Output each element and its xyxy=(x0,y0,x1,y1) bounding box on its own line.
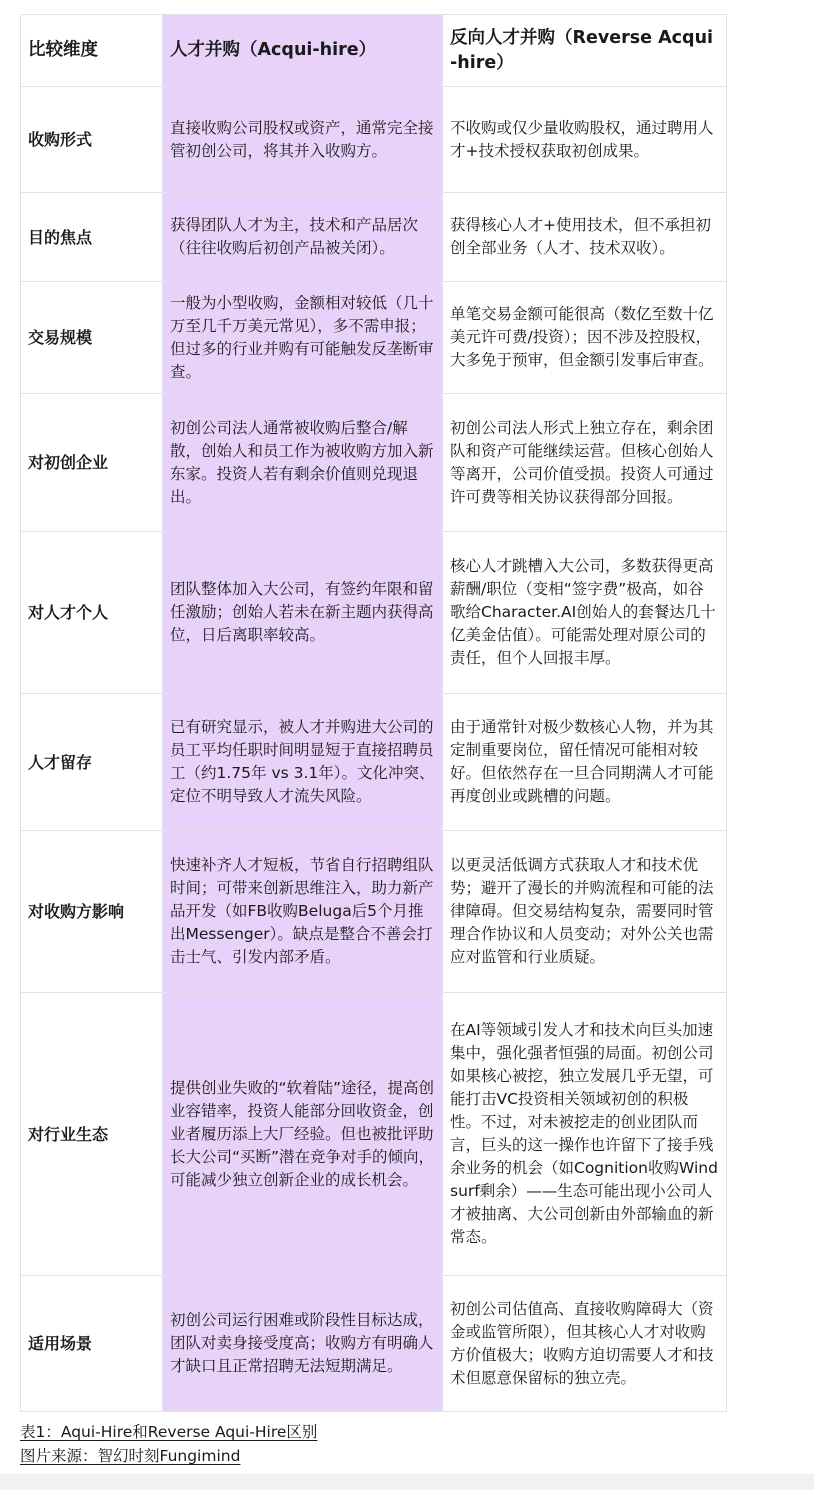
row-reverse-cell: 获得核心人才+使用技术，但不承担初创全部业务（人才、技术双收）。 xyxy=(443,193,727,282)
row-reverse-cell: 由于通常针对极少数核心人物，并为其定制重要岗位，留任情况可能相对较好。但依然存在一旦合同期满人才可能再度创业或跳槽的问题。 xyxy=(443,694,727,831)
table-row xyxy=(21,282,727,394)
row-acqui-hire-cell: 已有研究显示，被人才并购进大公司的员工平均任职时间明显短于直接招聘员工（约1.75年 vs 3.1年）。文化冲突、定位不明导致人才流失风险。 xyxy=(163,694,443,831)
row-reverse-cell: 以更灵活低调方式获取人才和技术优势；避开了漫长的并购流程和可能的法律障碍。但交易结构复杂，需要同时管理合作协议和人员变动；对外公关也需应对监管和行业质疑。 xyxy=(443,831,727,993)
row-dimension: 对行业生态 xyxy=(21,993,163,1276)
table-row xyxy=(21,694,727,831)
row-acqui-hire-cell: 一般为小型收购，金额相对较低（几十万至几千万美元常见），多不需申报；但过多的行业并购有可能触发反垄断审查。 xyxy=(163,282,443,394)
row-dimension: 交易规模 xyxy=(21,282,163,394)
table-caption xyxy=(20,1420,317,1468)
table-header-row xyxy=(21,15,727,87)
row-dimension: 目的焦点 xyxy=(21,193,163,282)
caption-source-link[interactable]: 图片来源：智幻时刻Fungimind xyxy=(20,1447,241,1465)
row-reverse-cell: 在AI等领域引发人才和技术向巨头加速集中，强化强者恒强的局面。初创公司如果核心被挖，独立发展几乎无望，可能打击VC投资相关领域初创的积极性。不过，对未被挖走的创业团队而言，巨头的这一操作也许留下了接手残余业务的机会（如Cognition收购Windsurf剩余）——生态可能出现小公司人才被抽离、大公司创新由外部输血的新常态。 xyxy=(443,993,727,1276)
table-row xyxy=(21,394,727,532)
row-acqui-hire-cell: 获得团队人才为主，技术和产品居次（往往收购后初创产品被关闭）。 xyxy=(163,193,443,282)
table-row xyxy=(21,532,727,694)
row-dimension: 对收购方影响 xyxy=(21,831,163,993)
row-dimension: 人才留存 xyxy=(21,694,163,831)
row-reverse-cell: 核心人才跳槽入大公司，多数获得更高薪酬/职位（变相“签字费”极高，如谷歌给Character.AI创始人的套餐达几十亿美金估值）。可能需处理对原公司的责任，但个人回报丰厚。 xyxy=(443,532,727,694)
row-reverse-cell: 单笔交易金额可能很高（数亿至数十亿美元许可费/投资）；因不涉及控股权，大多免于预审，但金额引发事后审查。 xyxy=(443,282,727,394)
caption-title-link[interactable]: 表1：Aqui-Hire和Reverse Aqui-Hire区别 xyxy=(20,1423,318,1441)
row-acqui-hire-cell: 初创公司法人通常被收购后整合/解散，创始人和员工作为被收购方加入新东家。投资人若有剩余价值则兑现退出。 xyxy=(163,394,443,532)
row-dimension: 收购形式 xyxy=(21,87,163,193)
header-reverse-acqui-hire: 反向人才并购（Reverse Acqui-hire） xyxy=(443,15,727,87)
header-acqui-hire: 人才并购（Acqui-hire） xyxy=(163,15,443,87)
table-row xyxy=(21,1276,727,1412)
row-acqui-hire-cell: 团队整体加入大公司，有签约年限和留任激励；创始人若未在新主题内获得高位，日后离职率较高。 xyxy=(163,532,443,694)
row-acqui-hire-cell: 快速补齐人才短板，节省自行招聘组队时间；可带来创新思维注入，助力新产品开发（如FB收购Beluga后5个月推出Messenger）。缺点是整合不善会打击士气、引发内部矛盾。 xyxy=(163,831,443,993)
header-dimension: 比较维度 xyxy=(21,15,163,87)
row-reverse-cell: 初创公司法人形式上独立存在，剩余团队和资产可能继续运营。但核心创始人等离开，公司价值受损。投资人可通过许可费等相关协议获得部分回报。 xyxy=(443,394,727,532)
bottom-band xyxy=(0,1474,814,1490)
row-reverse-cell: 初创公司估值高、直接收购障碍大（资金或监管所限），但其核心人才对收购方价值极大；收购方迫切需要人才和技术但愿意保留标的独立壳。 xyxy=(443,1276,727,1412)
row-reverse-cell: 不收购或仅少量收购股权，通过聘用人才+技术授权获取初创成果。 xyxy=(443,87,727,193)
row-dimension: 对人才个人 xyxy=(21,532,163,694)
table-row xyxy=(21,87,727,193)
row-acqui-hire-cell: 初创公司运行困难或阶段性目标达成，团队对卖身接受度高；收购方有明确人才缺口且正常招聘无法短期满足。 xyxy=(163,1276,443,1412)
row-dimension: 对初创企业 xyxy=(21,394,163,532)
comparison-table xyxy=(20,14,727,1412)
table-row xyxy=(21,193,727,282)
row-dimension: 适用场景 xyxy=(21,1276,163,1412)
row-acqui-hire-cell: 提供创业失败的“软着陆”途径，提高创业容错率，投资人能部分回收资金，创业者履历添上大厂经验。但也被批评助长大公司“买断”潜在竞争对手的倾向，可能减少独立创新企业的成长机会。 xyxy=(163,993,443,1276)
table-row xyxy=(21,831,727,993)
table-row xyxy=(21,993,727,1276)
row-acqui-hire-cell: 直接收购公司股权或资产，通常完全接管初创公司，将其并入收购方。 xyxy=(163,87,443,193)
